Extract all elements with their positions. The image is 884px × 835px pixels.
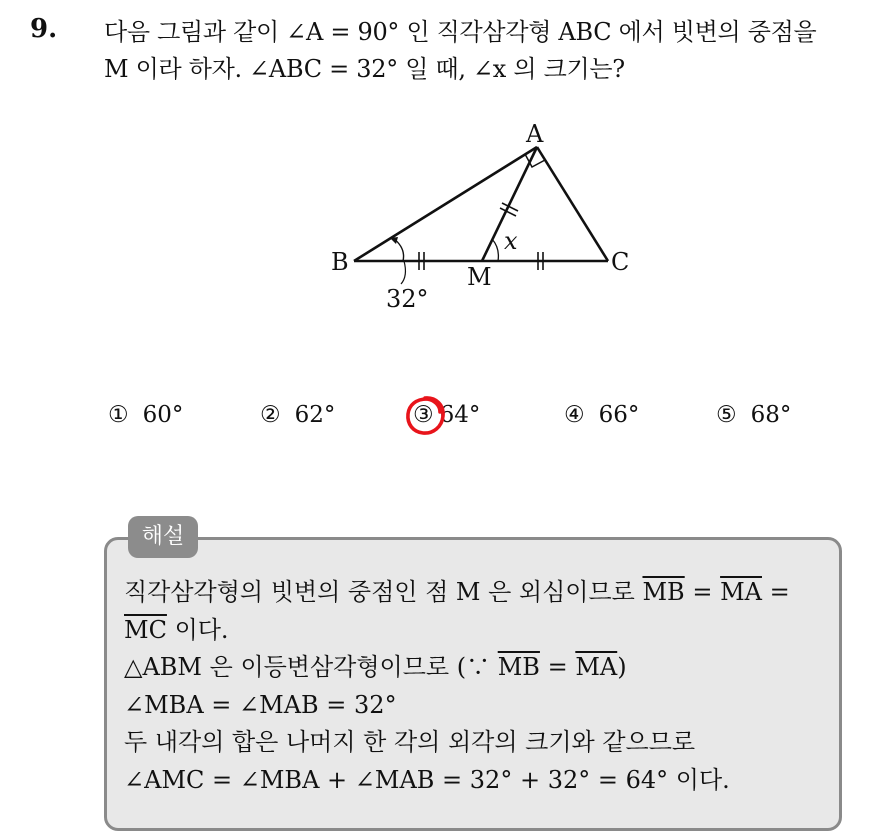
choice-2-text: 62°: [294, 402, 336, 428]
explanation-line-4: ∠MBA = ∠MAB = 32°: [124, 690, 397, 719]
choice-5-text: 68°: [750, 402, 792, 428]
explanation-line-2-text: 이다.: [166, 615, 229, 644]
segment-mb-2: $\overline{MB}$: [497, 653, 540, 681]
triangle-figure: [300, 112, 640, 322]
question-line-2: M 이라 하자. ∠ABC = 32° 일 때, ∠x 의 크기는?: [104, 55, 625, 83]
label-a: A: [526, 120, 544, 148]
explanation-line-1-text: 직각삼각형의 빗변의 중점인 점 M 은 외심이므로: [124, 578, 643, 606]
choice-5-number: ⑤: [716, 402, 737, 428]
choice-3[interactable]: [413, 402, 480, 428]
question-number: 9.: [30, 14, 58, 44]
segment-mc: $\overline{MC}$: [124, 615, 167, 644]
choice-1[interactable]: [108, 402, 183, 428]
equals-3: =: [539, 653, 576, 681]
choice-4-number: ④: [564, 402, 585, 428]
choice-4-text: 66°: [598, 402, 640, 428]
explanation-line-2: [124, 612, 834, 650]
label-angle-b: 32°: [386, 285, 429, 313]
choice-2-number: ②: [260, 402, 281, 428]
segment-ma-1: $\overline{MA}$: [720, 578, 762, 606]
explanation-line-6: ∠AMC = ∠MBA + ∠MAB = 32° + 32° = 64° 이다.: [124, 765, 730, 794]
answer-choices: [0, 402, 884, 442]
label-c: C: [611, 248, 630, 276]
segment-mb-1: $\overline{MB}$: [642, 578, 685, 606]
choice-5[interactable]: [716, 402, 791, 428]
equals-2: =: [761, 578, 790, 606]
segment-ac: [537, 147, 608, 261]
segment-ma-2: $\overline{MA}$: [575, 653, 618, 681]
explanation-line-3: [124, 649, 834, 687]
choice-3-text: 64°: [439, 402, 481, 428]
angle-arc-x: [492, 239, 498, 261]
explanation-line-1: [124, 574, 834, 612]
choice-1-number: ①: [108, 402, 129, 428]
angle-arrowhead-b: [390, 237, 398, 244]
label-x: x: [504, 227, 518, 255]
label-b: B: [331, 248, 349, 276]
choice-1-text: 60°: [142, 402, 184, 428]
close-paren: ): [617, 653, 627, 681]
explanation-line-5: 두 내각의 합은 나머지 한 각의 외각의 크기와 같으므로: [124, 728, 696, 756]
label-m: M: [467, 263, 492, 291]
choice-3-number: ③: [413, 402, 434, 428]
explanation-line-3-text: △ABM 은 이등변삼각형이므로 (∵: [124, 653, 498, 681]
explanation-tag: 해설: [128, 516, 198, 558]
question-text: [104, 14, 874, 88]
explanation-text: [124, 574, 834, 799]
choice-2[interactable]: [260, 402, 335, 428]
choice-4[interactable]: [564, 402, 639, 428]
angle-leader-b: [401, 261, 405, 284]
question-line-1: 다음 그림과 같이 ∠A = 90° 인 직각삼각형 ABC 에서 빗변의 중점을: [104, 18, 817, 46]
equals-1: =: [684, 578, 721, 606]
